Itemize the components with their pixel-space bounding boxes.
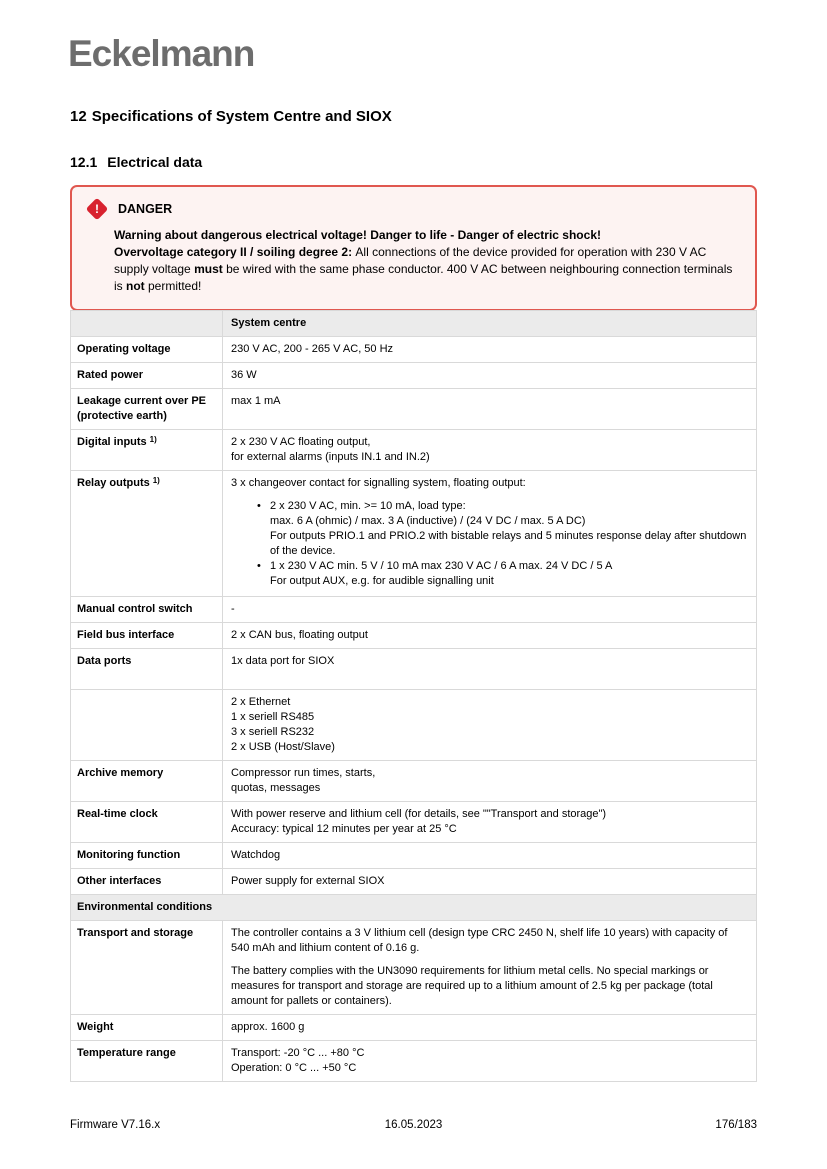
value-line: 1 x seriell RS485	[231, 711, 315, 723]
table-row	[71, 597, 756, 623]
table-row	[71, 337, 756, 363]
danger-title: DANGER	[118, 202, 173, 216]
row-label: Leakage current over PE (protective earth)	[71, 389, 223, 429]
row-value	[223, 1041, 756, 1081]
table-row	[71, 843, 756, 869]
value-paragraph	[231, 394, 748, 409]
value-paragraph	[231, 1020, 748, 1035]
row-value	[223, 1015, 756, 1040]
value-paragraph	[231, 628, 748, 643]
value-line	[231, 669, 748, 684]
section-number: 12	[70, 108, 87, 125]
row-value	[223, 761, 756, 801]
value-paragraph	[231, 695, 748, 755]
value-line: approx. 1600 g	[231, 1021, 305, 1033]
table-row	[71, 363, 756, 389]
row-label: Operating voltage	[71, 337, 223, 362]
row-label: Digital inputs $^{1)}$	[71, 430, 223, 470]
value-paragraph	[231, 368, 748, 383]
danger-header	[87, 201, 755, 217]
row-label	[71, 690, 223, 760]
bullet-item: • 2 x 230 V AC, min. >= 10 mA, load type: max. 6 A (ohmic) / max. 3 A (inductive) / (24 V DC / max. 5 A DC) For outputs PRIO.1 and PRIO.2 with bistable relays and 5 minutes response delay after shutdown of the device.	[257, 499, 748, 559]
table-row	[71, 623, 756, 649]
row-value	[223, 597, 756, 622]
warning-diamond-icon	[86, 198, 109, 221]
table-row	[71, 649, 756, 690]
value-line: 3 x seriell RS232	[231, 726, 315, 738]
value-paragraph	[231, 654, 748, 684]
row-label: Transport and storage	[71, 921, 223, 1014]
row-label: Data ports	[71, 649, 223, 689]
table-row	[71, 389, 756, 430]
table-row	[71, 761, 756, 802]
value-line: 2 x CAN bus, floating output	[231, 629, 368, 641]
table-row	[71, 430, 756, 471]
value-line: Power supply for external SIOX	[231, 875, 385, 887]
table-section-row	[71, 895, 756, 921]
value-line: for external alarms (inputs IN.1 and IN.2)	[231, 451, 430, 463]
value-line: 36 W	[231, 369, 257, 381]
table-row	[71, 690, 756, 761]
table-row	[71, 802, 756, 843]
value-paragraph	[231, 602, 748, 617]
row-value	[223, 430, 756, 470]
value-paragraph	[231, 964, 748, 1009]
value-line: Watchdog	[231, 849, 281, 861]
footer-date: 16.05.2023	[384, 1119, 443, 1131]
value-line: 2 x USB (Host/Slave)	[231, 741, 335, 753]
row-label: Manual control switch	[71, 597, 223, 622]
row-value: System centre	[223, 311, 756, 336]
table-row	[71, 869, 756, 895]
value-paragraph	[231, 807, 748, 837]
value-line: Transport: -20 °C ... +80 °C	[231, 1047, 365, 1059]
exclamation-glyph: !	[95, 202, 99, 216]
danger-text: Warning about dangerous electrical voltage! Danger to life - Danger of electric shock! Overvoltage category II / soiling degree 2: All connections of the device provided for operation with 230 V AC supply voltage must be wired with the same phase conductor. 400 V AC between neighbouring connection terminals is not permitted!	[114, 228, 733, 293]
footer-firmware-version: Firmware V7.16.x	[70, 1119, 161, 1131]
bullet-list	[231, 499, 748, 589]
subsection-title: Electrical data	[107, 154, 203, 170]
danger-box	[70, 185, 757, 311]
row-value	[223, 649, 756, 689]
row-value	[223, 389, 756, 429]
footnote-marker: 1)	[149, 435, 157, 444]
value-paragraph	[231, 435, 748, 465]
row-label	[71, 311, 223, 336]
section-title: Specifications of System Centre and SIOX	[91, 108, 392, 125]
table-row	[71, 1041, 756, 1081]
bullet-item: • 1 x 230 V AC min. 5 V / 10 mA max 230 V AC / 6 A max. 24 V DC / 5 A For output AUX, e.g. for audible signalling unit	[257, 559, 748, 589]
row-value	[223, 843, 756, 868]
row-label: Field bus interface	[71, 623, 223, 648]
row-label: Temperature range	[71, 1041, 223, 1081]
value-line: 1x data port for SIOX	[231, 655, 335, 667]
value-line: Compressor run times, starts,	[231, 767, 376, 779]
value-line: The controller contains a 3 V lithium cell (design type CRC 2450 N, shelf life 10 years) with capacity of 540 mAh and lithium content of 0.16 g.	[231, 927, 728, 954]
subsection-number: 12.1	[70, 154, 98, 170]
row-value	[223, 690, 756, 760]
value-line: Accuracy: typical 12 minutes per year at 25 °C	[231, 823, 457, 835]
row-label: Real-time clock	[71, 802, 223, 842]
value-line: The battery complies with the UN3090 requirements for lithium metal cells. No special markings or measures for transport and storage are required up to a lithium amount of 2.5 kg per package (total amount for pallets or containers).	[231, 965, 713, 1007]
value-line: 2 x 230 V AC floating output,	[231, 436, 371, 448]
section-label: Environmental conditions	[77, 901, 213, 913]
value-paragraph	[231, 874, 748, 889]
row-value	[223, 623, 756, 648]
subsection-heading	[70, 154, 202, 170]
row-value	[223, 921, 756, 1014]
row-label: Monitoring function	[71, 843, 223, 868]
section-heading	[70, 108, 392, 125]
value-line: 230 V AC, 200 - 265 V AC, 50 Hz	[231, 343, 394, 355]
value-line: Operation: 0 °C ... +50 °C	[231, 1062, 357, 1074]
company-logo: Eckelmann	[68, 33, 255, 74]
value-paragraph	[231, 766, 748, 796]
row-value	[223, 471, 756, 596]
table-row	[71, 471, 756, 597]
value-paragraph	[231, 342, 748, 357]
row-label: Archive memory	[71, 761, 223, 801]
row-value	[223, 363, 756, 388]
row-label: Other interfaces	[71, 869, 223, 894]
value-paragraph	[231, 926, 748, 956]
row-label: Relay outputs $^{1)}$	[71, 471, 223, 596]
footer	[70, 1119, 757, 1131]
footer-page-number: 176/183	[715, 1119, 757, 1131]
value-paragraph	[231, 476, 748, 491]
value-line: -	[231, 603, 235, 615]
table-row	[71, 921, 756, 1015]
row-value	[223, 802, 756, 842]
value-line: quotas, messages	[231, 782, 321, 794]
value-paragraph	[231, 1046, 748, 1076]
row-label: Rated power	[71, 363, 223, 388]
value-line: With power reserve and lithium cell (for details, see ""Transport and storage")	[231, 808, 607, 820]
row-value	[223, 869, 756, 894]
table-row	[71, 1015, 756, 1041]
value-line: 3 x changeover contact for signalling system, floating output:	[231, 477, 526, 489]
value-line: max 1 mA	[231, 395, 281, 407]
value-paragraph	[231, 848, 748, 863]
row-value	[223, 337, 756, 362]
table-row	[71, 311, 756, 337]
row-label: Weight	[71, 1015, 223, 1040]
value-line: 2 x Ethernet	[231, 696, 291, 708]
spec-table	[70, 310, 757, 1082]
footnote-marker: 1)	[152, 476, 160, 485]
